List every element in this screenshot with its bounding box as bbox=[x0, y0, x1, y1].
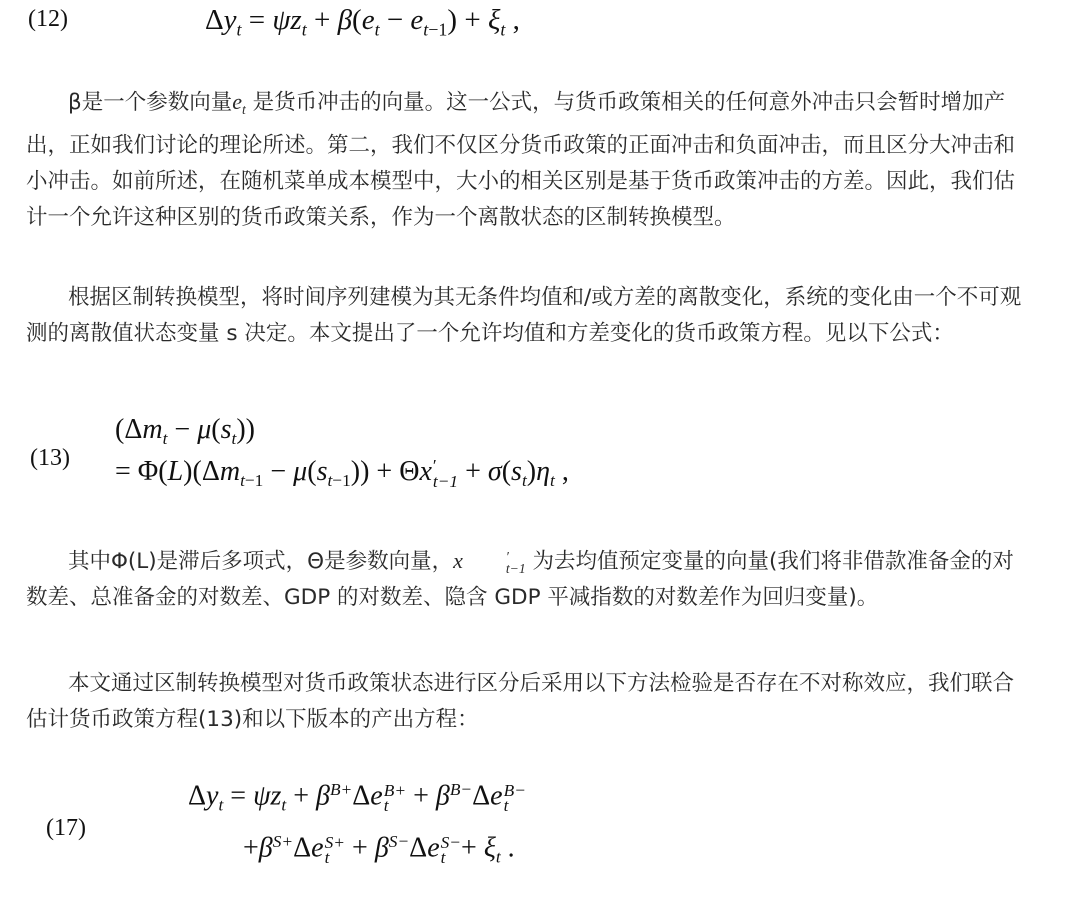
paragraph-1-text-b: 是货币冲击的向量。这一公式，与货币政策相关的任何意外冲击只会暂时增加产出，正如我们讨论的理论所述。第二，我们不仅区分货币政策的正面冲击和负面冲击，而且区分大冲击和小冲击。如前所述，在随机菜单成本模型中，大小的相关区别是基于货币政策冲击的方差。因此，我们估计一个允许这种区别的货币政策关系，作为一个离散状态的区制转换模型。 bbox=[26, 90, 1016, 230]
equation-17: $\Delta y_t = \psi z_t + \beta^{B+}\Delta e$ B+ t + $\beta^{B-}\Delta e$ B− t $+\beta^{S+}\Delta e$ S+ t + $\beta^{S-}\Delta e$ S− t + $\xi_t$ . bbox=[188, 780, 526, 868]
equation-13: $(\Delta m_t - \mu(s_t))$ = $\Phi(L)(\Delta m_{t-1} - \mu(s_{t-1})) + \Theta x$ ′ t−1 + $\sigma(s_t)\eta_t$ , bbox=[115, 414, 569, 491]
paragraph-3-text-a: 其中Φ(L)是滞后多项式，Θ是参数向量， bbox=[68, 549, 454, 574]
paragraph-3 bbox=[26, 543, 1026, 616]
x-prime-symbol: x ′ t−1 bbox=[453, 548, 526, 576]
equation-12: $\Delta y_t = \psi z_t + \beta(e_t - e_{t-1}) + \xi_t$ , bbox=[205, 4, 520, 40]
paragraph-2: 根据区制转换模型，将时间序列建模为其无条件均值和/或方差的离散变化，系统的变化由一个不可观测的离散值状态变量 s 决定。本文提出了一个允许均值和方差变化的货币政策方程。见以下公式： bbox=[26, 285, 1022, 346]
equation-number-13: (13) bbox=[30, 445, 70, 471]
e-t-symbol: $e_t$ bbox=[232, 89, 246, 117]
paragraph-1-text-a: 是一个参数向量 bbox=[81, 90, 233, 115]
equation-number-12: (12) bbox=[28, 6, 68, 32]
paragraph-1 bbox=[26, 84, 1026, 236]
equation-number-17: (17) bbox=[46, 815, 86, 841]
beta-symbol: β bbox=[68, 90, 82, 115]
paragraph-3-text-b: 为去均值预定变量的向量(我们将非借款准备金的对数差、总准备金的对数差、GDP 的对数差、隐含 GDP 平减指数的对数差作为回归变量)。 bbox=[26, 549, 1014, 610]
paragraph-4: 本文通过区制转换模型对货币政策状态进行区分后采用以下方法检验是否存在不对称效应，我们联合估计货币政策方程(13)和以下版本的产出方程： bbox=[26, 671, 1015, 732]
